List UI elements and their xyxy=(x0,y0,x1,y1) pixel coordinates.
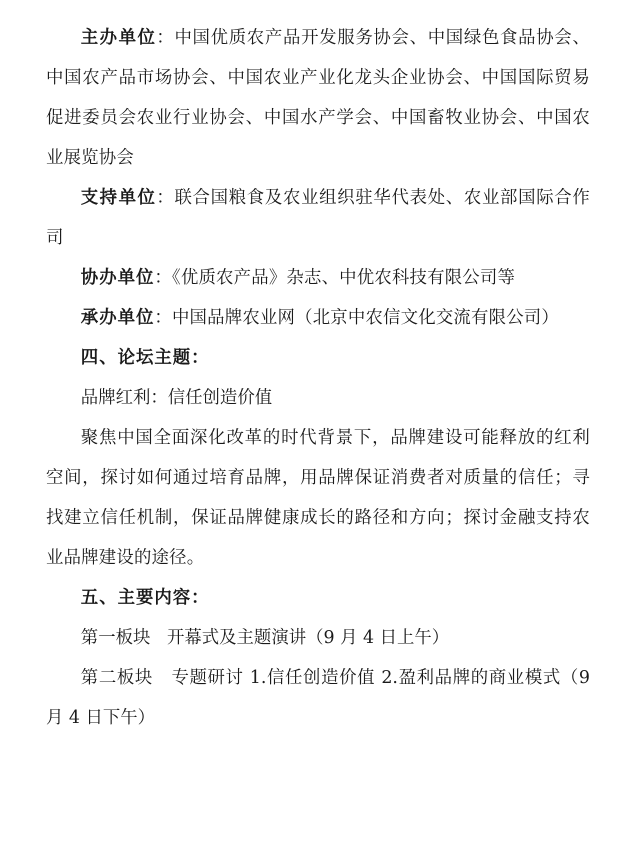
undertakers-body: 中国品牌农业网（北京中农信文化交流有限公司） xyxy=(171,308,559,328)
undertakers-label: 承办单位 xyxy=(80,308,155,328)
supporters-separator: ： xyxy=(156,188,175,208)
segment-1-line xyxy=(46,618,590,658)
organizers-label: 主办单位 xyxy=(80,28,157,48)
segment-1-name: 第一板块 xyxy=(80,628,151,648)
forum-theme-paragraph: 聚焦中国全面深化改革的时代背景下，品牌建设可能释放的红利空间，探讨如何通过培育品牌，用品牌保证消费者对质量的信任；寻找建立信任机制，保证品牌健康成长的路径和方向；探讨金融支持农业品牌建设的途径。 xyxy=(46,428,590,568)
organizers-separator: ： xyxy=(156,28,175,48)
co-organizers-body: 《优质农产品》杂志、中优农科技有限公司等 xyxy=(171,268,516,288)
co-organizers-label: 协办单位 xyxy=(80,268,155,288)
heading-forum-theme: 四、论坛主题： xyxy=(80,348,210,368)
segment-1-content: 开幕式及主题演讲（9 月 4 日上午） xyxy=(166,628,450,648)
paragraph-co-organizers xyxy=(46,258,590,298)
paragraph-undertakers xyxy=(46,298,590,338)
segment-2-content: 专题研讨 1.信任创造价值 2.盈利品牌的商业模式（9 月 4 日下午） xyxy=(46,668,590,728)
supporters-label: 支持单位 xyxy=(80,188,157,208)
paragraph-supporters xyxy=(46,178,590,258)
segment-2-name: 第二板块 xyxy=(80,668,153,688)
heading-main-content: 五、主要内容： xyxy=(80,588,210,608)
co-organizers-separator: ： xyxy=(154,268,172,288)
organizers-body: 中国优质农产品开发服务协会、中国绿色食品协会、中国农产品市场协会、中国农业产业化龙头企业协会、中国国际贸易促进委员会农业行业协会、中国水产学会、中国畜牧业协会、中国农业展览协会 xyxy=(46,28,590,168)
undertakers-separator: ： xyxy=(154,308,172,328)
forum-theme-title: 品牌红利：信任创造价值 xyxy=(80,388,273,408)
segment-2-line xyxy=(46,658,590,738)
supporters-body: 联合国粮食及农业组织驻华代表处、农业部国际合作司 xyxy=(46,188,590,248)
paragraph-organizers xyxy=(46,18,590,178)
